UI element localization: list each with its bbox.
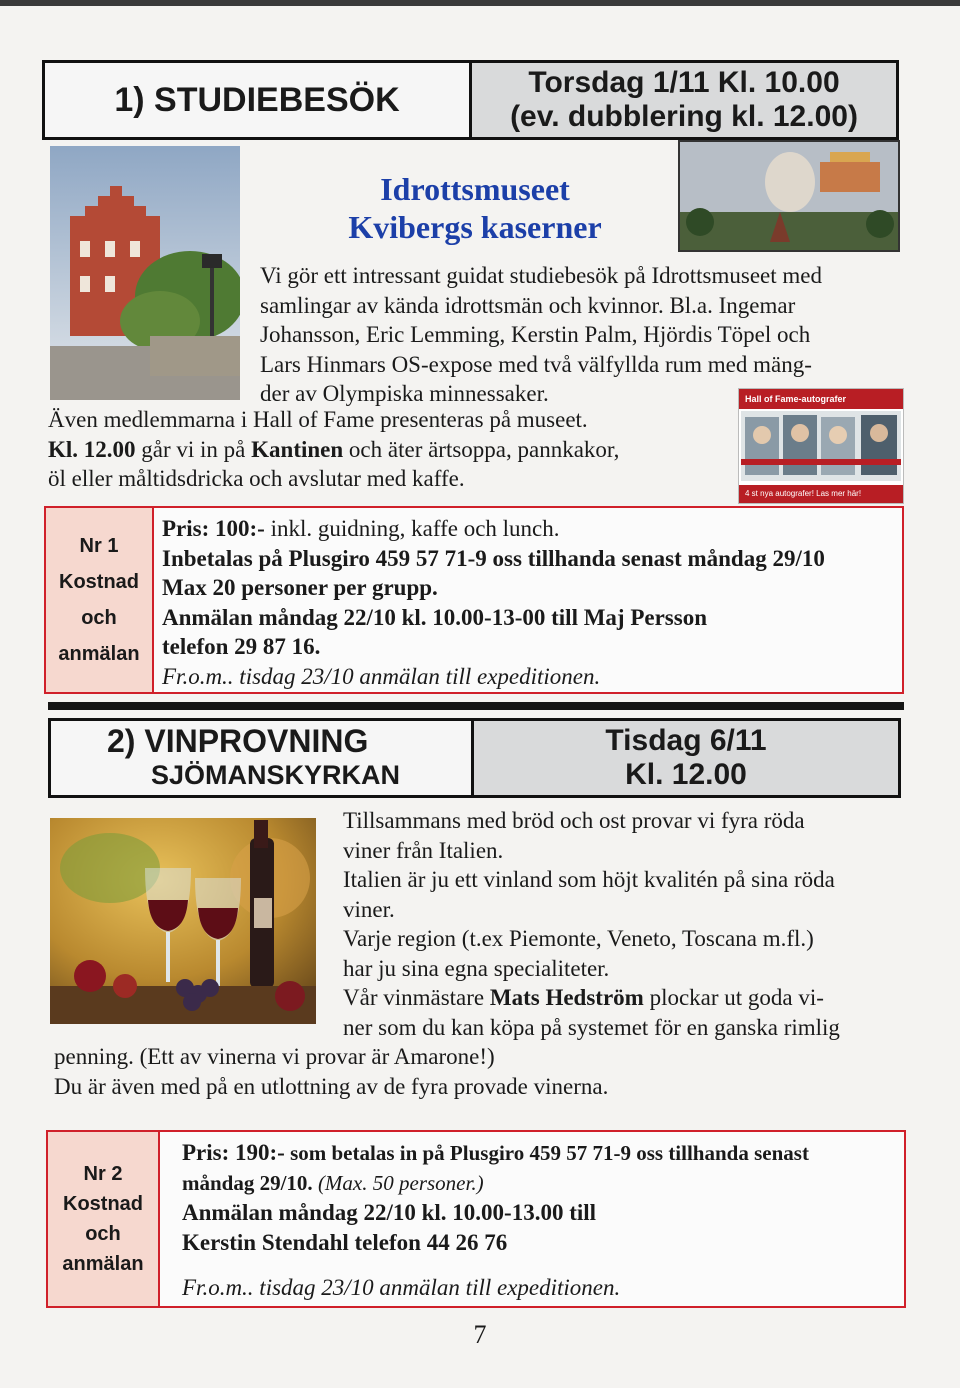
section2-date-box (471, 718, 901, 798)
hall-of-fame-autograph-ad (738, 388, 904, 504)
section1-info-box (44, 506, 904, 694)
info-label-line: och (81, 607, 117, 629)
venue-line-2: Kvibergs kaserner (348, 209, 602, 245)
section1-body-line: öl eller måltidsdricka och avslutar med kaffe. (48, 466, 465, 491)
price: Pris: 190:- (182, 1140, 285, 1165)
section2-title-box (48, 718, 474, 798)
section1-info-text (162, 514, 902, 691)
museum-building-photo (50, 146, 240, 400)
sommelier-rest: plockar ut goda vi- (643, 985, 824, 1010)
section1-title: 1) STUDIEBESÖK (114, 80, 400, 119)
signup-line: Anmälan måndag 22/10 kl. 10.00-13-00 till Maj Persson (162, 604, 707, 630)
lunch-text: går vi in på (135, 436, 252, 462)
sommelier-line (343, 983, 913, 1013)
sommelier-name: Mats Hedström (489, 985, 644, 1010)
signup-line: Anmälan måndag 22/10 kl. 10.00-13.00 till (182, 1200, 597, 1225)
info-label-line: och (85, 1223, 121, 1245)
section1-body-line: Även medlemmarna i Hall of Fame presenteras på museet. (48, 407, 588, 432)
section1-date-line1: Torsdag 1/11 Kl. 10.00 (528, 66, 840, 99)
page-number: 7 (473, 1320, 487, 1349)
section2-info-label (48, 1132, 160, 1306)
info-label-line: anmälan (58, 643, 140, 665)
section1-body-line: Lars Hinmars OS-expose med två välfyllda rum med mäng- (260, 351, 812, 377)
section2-body-line: viner. (343, 896, 395, 922)
section2-body (343, 806, 913, 1042)
section2-body-line: Tillsammans med bröd och ost provar vi fyra röda (343, 808, 805, 833)
info-label-line: anmälan (62, 1253, 144, 1275)
price-details: inkl. guidning, kaffe och lunch. (264, 516, 560, 541)
section2-body-line: penning. (Ett av vinerna vi provar är Amarone!) (54, 1044, 495, 1069)
sommelier-intro: Vår vinmästare (343, 985, 490, 1010)
section2-info-box (46, 1130, 906, 1308)
section2-date-line1: Tisdag 6/11 (605, 724, 767, 757)
section2-info-text (182, 1138, 904, 1303)
top-rule (0, 0, 960, 6)
section2-title: 2) VINPROVNING (107, 723, 369, 759)
phone-line: telefon 29 87 16. (162, 634, 321, 659)
price: Pris: 100:- (162, 516, 265, 541)
section1-info-label (46, 508, 154, 692)
section1-body (260, 261, 900, 409)
section1-body-line: der av Olympiska minnessaker. (260, 381, 549, 406)
info-label-line: Nr 1 (79, 535, 119, 557)
autograph-cards-image (741, 411, 901, 481)
venue-line-1: Idrottsmuseet (380, 171, 570, 207)
deadline: måndag 29/10. (182, 1170, 313, 1195)
price-line (162, 514, 902, 544)
deadline-line (182, 1169, 904, 1199)
section2-body-line: viner från Italien. (343, 837, 504, 863)
section2-subtitle: SJÖMANSKYRKAN (151, 760, 401, 790)
section1-body-line: samlingar av kända idrottsmän och kvinnor. Bl.a. Ingemar (260, 292, 796, 318)
autograph-ad-footer: 4 st nya autografer! Las mer här! (739, 485, 903, 503)
section1-title-box (42, 60, 472, 140)
section2-body-line: Italien är ju ett vinland som höjt kvalitén på sina röda (343, 867, 835, 892)
section1-venue-title (320, 170, 630, 246)
max-participants: Max 20 personer per grupp. (162, 575, 438, 600)
max-participants: (Max. 50 personer.) (312, 1170, 484, 1195)
section1-body-line: Vi gör ett intressant guidat studiebesök på Idrottsmuseet med (260, 263, 823, 288)
section1-lunch-line (48, 435, 748, 465)
contact-line: Kerstin Stendahl telefon 44 26 76 (182, 1229, 508, 1255)
section1-date-box (469, 60, 899, 140)
from-date-line: Fr.o.m.. tisdag 23/10 anmälan till expeditionen. (182, 1275, 621, 1300)
section2-body-line: Varje region (t.ex Piemonte, Veneto, Toscana m.fl.) (343, 926, 814, 951)
info-label-line: Kostnad (63, 1193, 143, 1215)
section2-body-cont (54, 1042, 904, 1101)
section2-body-line: Du är även med på en utlottning av de fyra provade vinerna. (54, 1073, 609, 1099)
from-date-line: Fr.o.m.. tisdag 23/10 anmälan till expeditionen. (162, 663, 601, 689)
section2-date-line2: Kl. 12.00 (625, 758, 747, 791)
section2-body-line: har ju sina egna specialiteter. (343, 955, 610, 981)
section-divider (48, 702, 904, 710)
lunch-menu: och äter ärtsoppa, pannkakor, (343, 436, 620, 462)
price-details: som betalas in på Plusgiro 459 57 71-9 oss tillhanda senast (284, 1141, 809, 1165)
price-line (182, 1138, 904, 1169)
autograph-ad-header: Hall of Fame-autografer (739, 389, 903, 409)
info-label-line: Nr 2 (83, 1163, 123, 1185)
wine-glasses-photo (50, 818, 316, 1024)
section1-body-cont (48, 405, 748, 494)
section2-body-line: ner som du kan köpa på systemet för en ganska rimlig (343, 1014, 840, 1040)
info-label-line: Kostnad (59, 571, 139, 593)
payment-line: Inbetalas på Plusgiro 459 57 71-9 oss tillhanda senast måndag 29/10 (162, 545, 825, 571)
museum-exhibit-photo (678, 140, 900, 252)
section1-date-line2: (ev. dubblering kl. 12.00) (510, 100, 858, 133)
section1-body-line: Johansson, Eric Lemming, Kerstin Palm, Hjördis Töpel och (260, 322, 811, 347)
lunch-time: Kl. 12.00 (48, 436, 136, 462)
canteen-name: Kantinen (251, 436, 344, 462)
